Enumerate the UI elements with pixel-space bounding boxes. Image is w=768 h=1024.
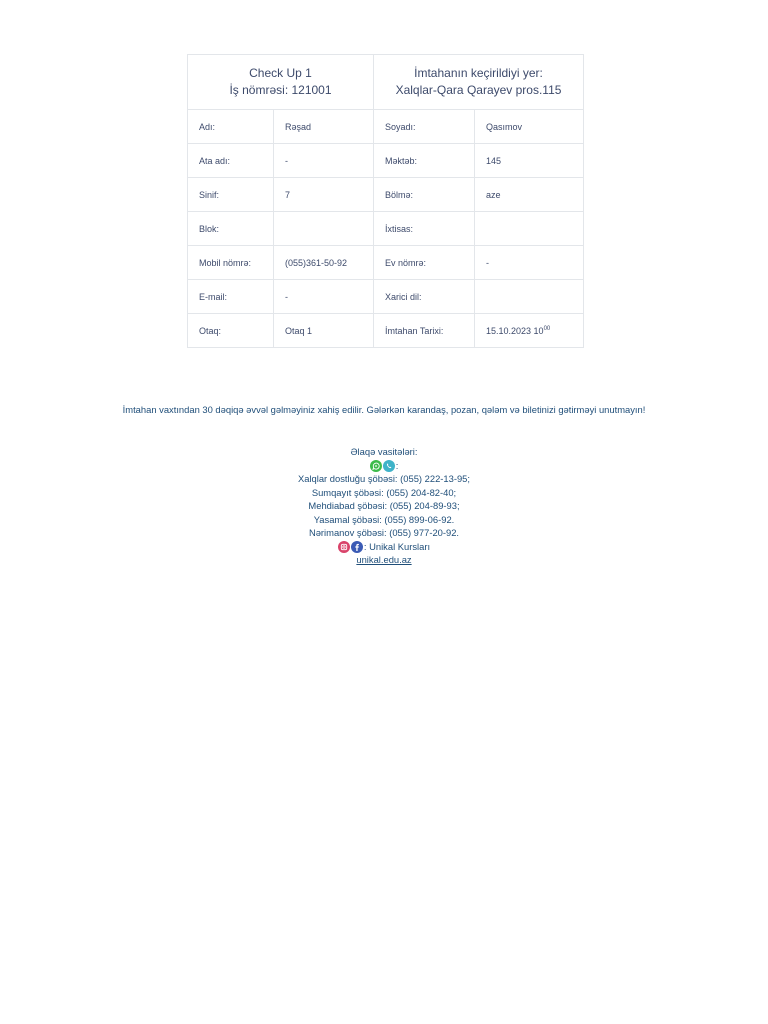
field-label: Sinif: xyxy=(188,178,274,212)
field-value xyxy=(475,280,584,314)
field-value: Otaq 1 xyxy=(274,314,374,348)
field-label: Adı: xyxy=(188,110,274,144)
instagram-icon[interactable] xyxy=(338,541,350,553)
field-value xyxy=(274,212,374,246)
field-label: İxtisas: xyxy=(374,212,475,246)
exam-date-value xyxy=(475,314,584,348)
field-value: Qasımov xyxy=(475,110,584,144)
field-value: aze xyxy=(475,178,584,212)
table-row xyxy=(188,212,584,246)
contacts-title: Əlaqə vasitələri: xyxy=(350,446,418,457)
field-label: Mobil nömrə: xyxy=(188,246,274,280)
card-header-row xyxy=(188,55,584,110)
field-value xyxy=(475,212,584,246)
exam-date: 15.10.2023 10 xyxy=(486,325,544,336)
field-label: Ata adı: xyxy=(188,144,274,178)
social-name: : Unikal Kursları xyxy=(363,540,431,552)
branch-phone: Yasamal şöbəsi: (055) 899-06-92. xyxy=(313,513,455,525)
exam-notice: İmtahan vaxtından 30 dəqiqə əvvəl gəlməyiniz xahiş edilir. Gələrkən karandaş, pozan, qələm və biletinizi gətirməyi unutmayın! xyxy=(122,404,646,415)
exam-name: Check Up 1 xyxy=(249,66,312,80)
table-row xyxy=(188,246,584,280)
branch-phone: Mehdiabad şöbəsi: (055) 204-89-93; xyxy=(308,500,460,512)
whatsapp-icon[interactable] xyxy=(370,460,382,472)
job-number: İş nömrəsi: 121001 xyxy=(229,83,332,97)
field-value: 7 xyxy=(274,178,374,212)
exam-info-cell xyxy=(188,55,374,110)
field-label: Xarici dil: xyxy=(374,280,475,314)
field-value: - xyxy=(274,280,374,314)
contacts-section xyxy=(0,445,768,567)
field-label: Soyadı: xyxy=(374,110,475,144)
exam-card-table xyxy=(187,54,584,348)
website-link[interactable]: unikal.edu.az xyxy=(356,554,412,566)
venue-cell xyxy=(374,55,584,110)
field-label: Bölmə: xyxy=(374,178,475,212)
field-label: Blok: xyxy=(188,212,274,246)
field-value: Rəşad xyxy=(274,110,374,144)
venue-label: İmtahanın keçirildiyi yer: xyxy=(414,66,543,80)
field-value: (055)361-50-92 xyxy=(274,246,374,280)
table-row xyxy=(188,280,584,314)
field-label: E-mail: xyxy=(188,280,274,314)
branch-phone: Sumqayıt şöbəsi: (055) 204-82-40; xyxy=(311,486,457,498)
field-label: İmtahan Tarixi: xyxy=(374,314,475,348)
table-row xyxy=(188,314,584,348)
field-label: Ev nömrə: xyxy=(374,246,475,280)
table-row xyxy=(188,178,584,212)
social-line xyxy=(0,540,768,554)
messenger-suffix: : xyxy=(395,459,399,471)
venue-address: Xalqlar-Qara Qarayev pros.115 xyxy=(395,83,562,97)
field-label: Otaq: xyxy=(188,314,274,348)
field-value: - xyxy=(274,144,374,178)
table-row xyxy=(188,144,584,178)
viber-icon[interactable] xyxy=(383,460,395,472)
facebook-icon[interactable] xyxy=(351,541,363,553)
table-row xyxy=(188,110,584,144)
branch-phone: Nərimanov şöbəsi: (055) 977-20-92. xyxy=(308,527,460,539)
field-value: 145 xyxy=(475,144,584,178)
branch-phone: Xalqlar dostluğu şöbəsi: (055) 222-13-95; xyxy=(298,473,470,485)
exam-time-minutes: 00 xyxy=(543,325,551,332)
field-value: - xyxy=(475,246,584,280)
messenger-line xyxy=(0,459,768,473)
field-label: Məktəb: xyxy=(374,144,475,178)
